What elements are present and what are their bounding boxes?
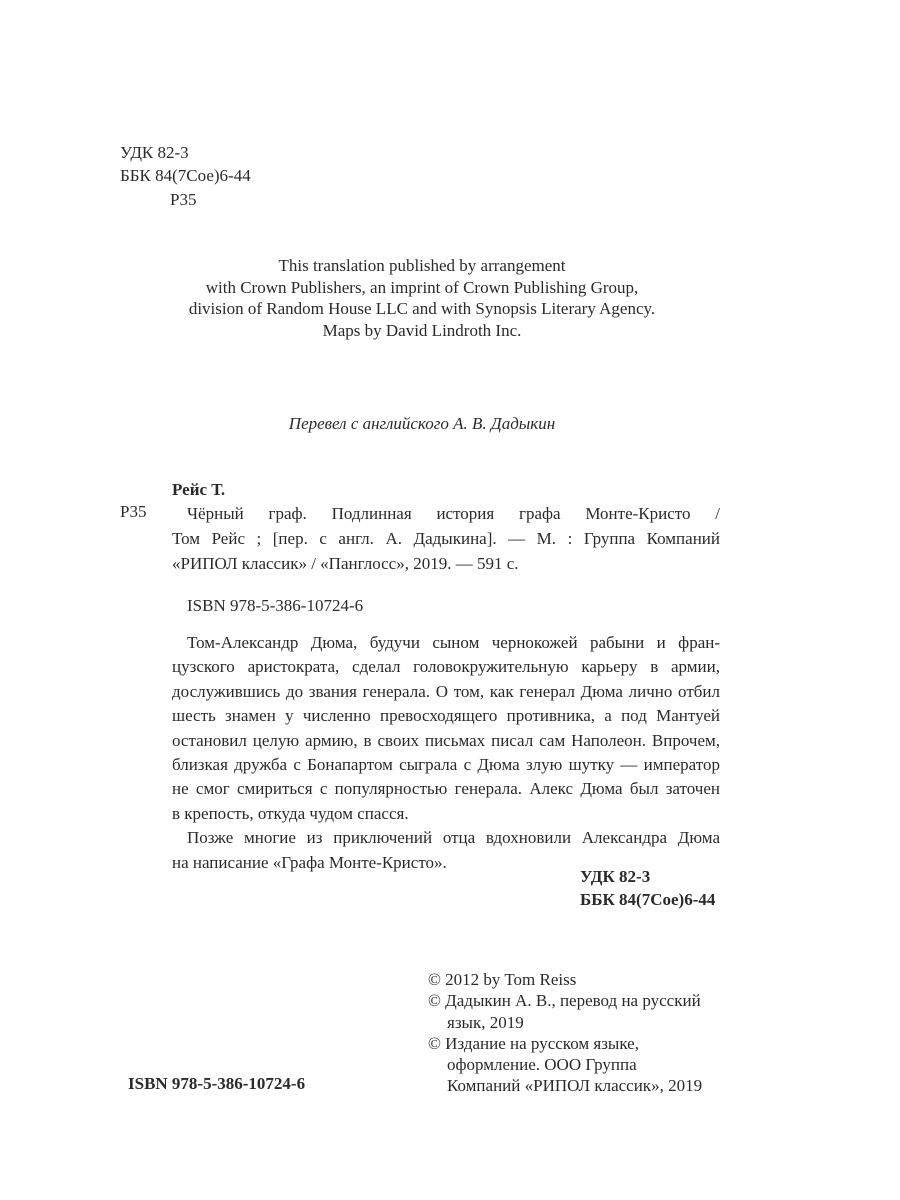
udk-code: УДК 82-3: [120, 143, 189, 162]
annotation: [172, 631, 720, 875]
annotation-line: Том-Александр Дюма, будучи сыном чернокожей рабыни и фран-: [187, 633, 720, 652]
english-note-line: with Crown Publishers, an imprint of Crown Publishing Group,: [205, 277, 639, 297]
bib-description: [172, 501, 720, 576]
english-note: [122, 255, 722, 341]
bottom-udk-code: УДК 82-3: [580, 867, 651, 886]
author-mark: Р35: [170, 190, 197, 209]
copyright-line: Компаний «РИПОЛ классик», 2019: [447, 1076, 703, 1096]
isbn-bottom: ISBN 978-5-386-10724-6: [128, 1074, 306, 1093]
annotation-line: Позже многие из приключений отца вдохновили Александра Дюма: [187, 828, 720, 848]
copyright-block: [428, 969, 702, 1097]
copyright-line: © Издание на русском языке,: [428, 1033, 639, 1053]
annotation-line: не смог смириться с популярностью генерала. Алекс Дюма был заточен: [172, 779, 720, 799]
english-note-line: This translation published by arrangement: [278, 256, 566, 275]
annotation-line: шесть знамен у численно превосходящего противника, а под Мантуей: [172, 706, 720, 726]
translator-credit: Перевел с английского А. В. Дадыкин: [288, 414, 556, 433]
annotation-line: в крепость, откуда чудом спасся.: [172, 803, 409, 823]
copyright-line: язык, 2019: [447, 1012, 524, 1032]
annotation-line: цузского аристократа, сделал головокружительную карьеру в армии,: [172, 657, 720, 677]
english-note-line: division of Random House LLC and with Synopsis Literary Agency.: [188, 299, 656, 318]
copyright-line: © Дадыкин А. В., перевод на русский: [428, 991, 701, 1011]
annotation-line: на написание «Графа Монте-Кристо».: [172, 852, 447, 872]
bib-mark: Р35: [120, 502, 147, 521]
english-note-line: Maps by David Lindroth Inc.: [322, 320, 522, 340]
annotation-line: близкая дружба с Бонапартом сыграла с Дюма злую шутку — император: [172, 754, 720, 774]
annotation-line: дослужившись до звания генерала. О том, как генерал Дюма лично отбил: [172, 681, 720, 701]
copyright-line: оформление. ООО Группа: [447, 1055, 637, 1075]
bib-line: Чёрный граф. Подлинная история графа Монте-Кристо /: [187, 504, 720, 523]
annotation-line: остановил целую армию, в своих письмах писал сам Наполеон. Впрочем,: [172, 730, 720, 750]
copyright-line: © 2012 by Tom Reiss: [428, 970, 577, 989]
bbk-code: ББК 84(7Сое)6-44: [120, 166, 251, 185]
bib-author: Рейс Т.: [172, 480, 226, 499]
bottom-bbk-code: ББК 84(7Сое)6-44: [580, 890, 716, 909]
bib-isbn: ISBN 978-5-386-10724-6: [187, 596, 364, 615]
bib-line: Том Рейс ; [пер. с англ. А. Дадыкина]. — М. : Группа Компаний: [172, 529, 720, 548]
bib-line: «РИПОЛ классик» / «Панглосс», 2019. — 591 с.: [172, 554, 519, 573]
